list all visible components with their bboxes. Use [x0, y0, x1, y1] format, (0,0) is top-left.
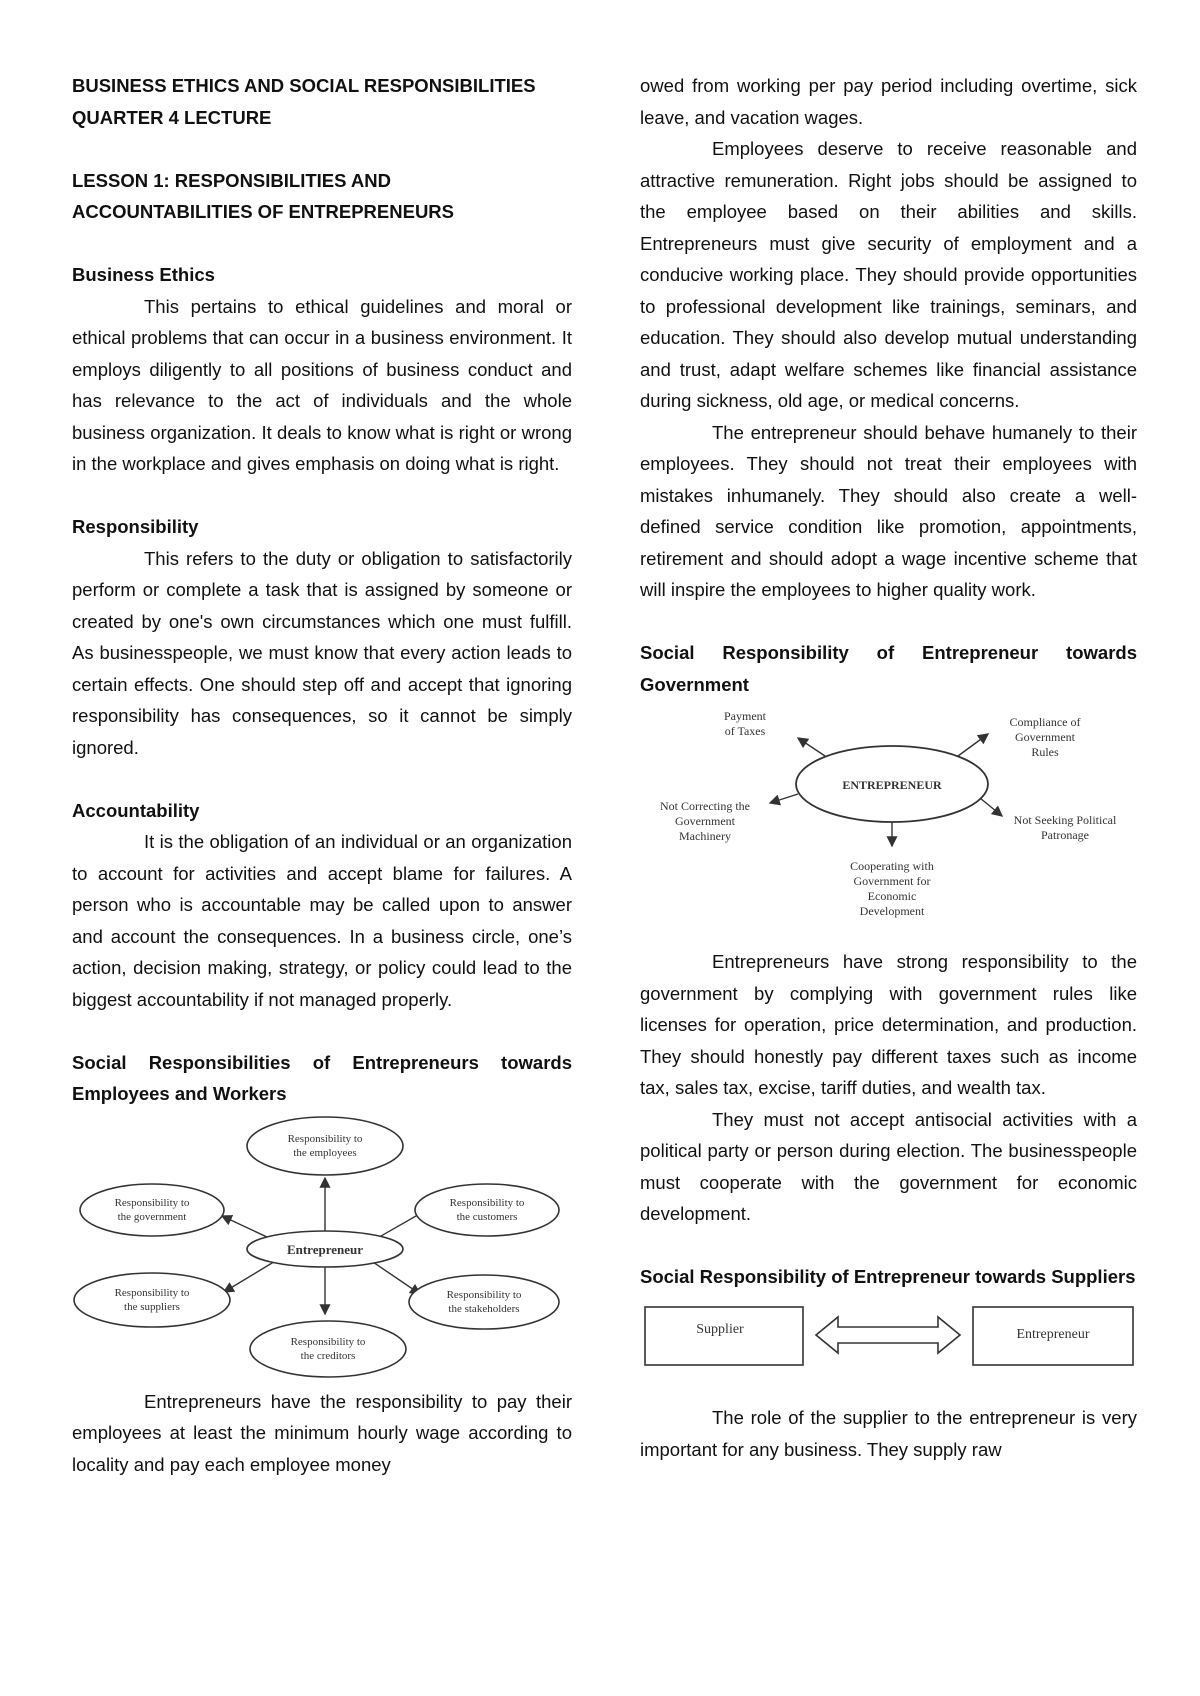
- machinery-label-2: Government: [675, 814, 735, 828]
- employees-label-1: Responsibility to: [287, 1132, 363, 1145]
- accountability-text: It is the obligation of an individual or an organization to account for activities and accept blame for failures. A person who is accountable may be called upon to answer and account the consequences. In a business circle, one’s action, decision making, strategy, or policy could lead to the biggest accountability if not managed properly.: [72, 831, 572, 1010]
- employees-label-2: the employees: [293, 1146, 357, 1159]
- employees-node: [247, 1117, 403, 1175]
- suppliers-node: [74, 1273, 230, 1327]
- employees-paragraph-1-right: owed from working per pay period including overtime, sick leave, and vacation wages.: [640, 75, 1137, 128]
- employees-paragraph-3: The entrepreneur should behave humanely to their employees. They should not treat their employees with mistakes inhumanely. They should also create a well-defined service condition like promotion, appointments, retirement and should adopt a wage incentive scheme that will inspire the employees to higher quality work.: [640, 421, 1137, 600]
- lesson-title: LESSON 1: RESPONSIBILITIES AND ACCOUNTABILITIES OF ENTREPRENEURS: [72, 169, 455, 222]
- government-center-label: ENTREPRENEUR: [842, 778, 942, 792]
- left-column: [72, 70, 572, 1480]
- customers-label-2: the customers: [456, 1210, 518, 1223]
- employees-paragraph-2: Employees deserve to receive reasonable and attractive remuneration. Right jobs should be assigned to the employee based on their abilities and skills. Entrepreneurs must give security of employment and a conducive working place. They should provide opportunities to professional development like trainings, seminars, and education. They should also develop mutual understanding and trust, adapt welfare schemes like financial assistance during sickness, old age, or medical concerns.: [640, 138, 1137, 411]
- creditors-node: [250, 1321, 406, 1377]
- machinery-label-1: Not Correcting the: [660, 799, 750, 813]
- document-title: BUSINESS ETHICS AND SOCIAL RESPONSIBILITIES: [72, 75, 536, 96]
- double-arrow-icon: [816, 1317, 960, 1353]
- cooperating-label-3: Economic: [867, 889, 917, 903]
- patronage-label-1: Not Seeking Political: [1013, 813, 1117, 827]
- government-label-2: the government: [117, 1210, 187, 1223]
- responsibility-text: This refers to the duty or obligation to satisfactorily perform or complete a task that is assigned by someone or created by one's own circumstances which one must fulfill. As businesspeople, we must know that every action leads to certain effects. One should step off and accept that ignoring responsibility has consequences, so it cannot be simply ignored.: [72, 547, 572, 758]
- employees-section-heading: Social Responsibilities of Entrepreneurs towards Employees and Workers: [72, 1051, 572, 1104]
- document-subtitle: QUARTER 4 LECTURE: [72, 106, 272, 128]
- stakeholders-label-1: Responsibility to: [446, 1288, 522, 1301]
- government-paragraph-1: Entrepreneurs have strong responsibility to the government by complying with government rules like licenses for operation, price determination, and production. They should honestly pay different taxes such as income tax, sales tax, excise, tariff duties, and wealth tax.: [640, 951, 1137, 1098]
- right-column: [640, 70, 1137, 1465]
- cooperating-label-2: Government for: [853, 874, 931, 888]
- compliance-label-1: Compliance of: [1009, 715, 1081, 729]
- patronage-label-2: Patronage: [1041, 828, 1089, 842]
- accountability-heading: Accountability: [72, 799, 200, 821]
- supplier-box-label: Supplier: [696, 1321, 744, 1337]
- compliance-label-2: Government: [1015, 730, 1075, 744]
- machinery-label-3: Machinery: [679, 829, 731, 843]
- government-node: [80, 1184, 224, 1236]
- government-responsibility-diagram: [640, 706, 1137, 946]
- entrepreneur-box-label: Entrepreneur: [1016, 1326, 1090, 1342]
- creditors-label-1: Responsibility to: [290, 1335, 366, 1348]
- cooperating-label-1: Cooperating with: [850, 859, 934, 873]
- suppliers-section-heading: Social Responsibility of Entrepreneur towards Suppliers: [640, 1266, 1136, 1287]
- government-paragraph-2: They must not accept antisocial activities with a political party or person during election. The businesspeople must cooperate with the government for economic development.: [640, 1108, 1137, 1224]
- stakeholders-label-2: the stakeholders: [448, 1302, 520, 1315]
- government-label-1: Responsibility to: [114, 1196, 190, 1209]
- taxes-label-1: Payment: [724, 709, 766, 723]
- customers-label-1: Responsibility to: [449, 1196, 525, 1209]
- compliance-label-3: Rules: [1031, 745, 1059, 759]
- business-ethics-heading: Business Ethics: [72, 264, 215, 285]
- entrepreneur-center-label: Entrepreneur: [286, 1241, 364, 1257]
- business-ethics-text: This pertains to ethical guidelines and moral or ethical problems that can occur in a business environment. It employs diligently to all positions of business conduct and has relevance to the act of individuals and the whole business organization. It deals to know what is right or wrong in the workplace and gives emphasis on doing what is right.: [72, 295, 572, 474]
- suppliers-paragraph-1: The role of the supplier to the entrepreneur is very important for any business. They supply raw: [640, 1407, 1137, 1460]
- suppliers-label-2: the suppliers: [124, 1300, 180, 1313]
- cooperating-label-4: Development: [859, 904, 925, 918]
- suppliers-diagram: [640, 1299, 1137, 1371]
- employees-paragraph-1-left: Entrepreneurs have the responsibility to pay their employees at least the minimum hourly wage according to locality and pay each employee money: [72, 1390, 572, 1475]
- responsibility-heading: Responsibility: [72, 516, 199, 537]
- employees-responsibility-diagram: [72, 1116, 572, 1386]
- suppliers-label-1: Responsibility to: [114, 1286, 190, 1299]
- taxes-label-2: of Taxes: [724, 724, 766, 738]
- creditors-label-2: the creditors: [300, 1349, 356, 1362]
- government-section-heading: Social Responsibility of Entrepreneur towards Government: [640, 642, 1137, 695]
- customers-node: [415, 1184, 559, 1236]
- stakeholders-node: [409, 1275, 559, 1329]
